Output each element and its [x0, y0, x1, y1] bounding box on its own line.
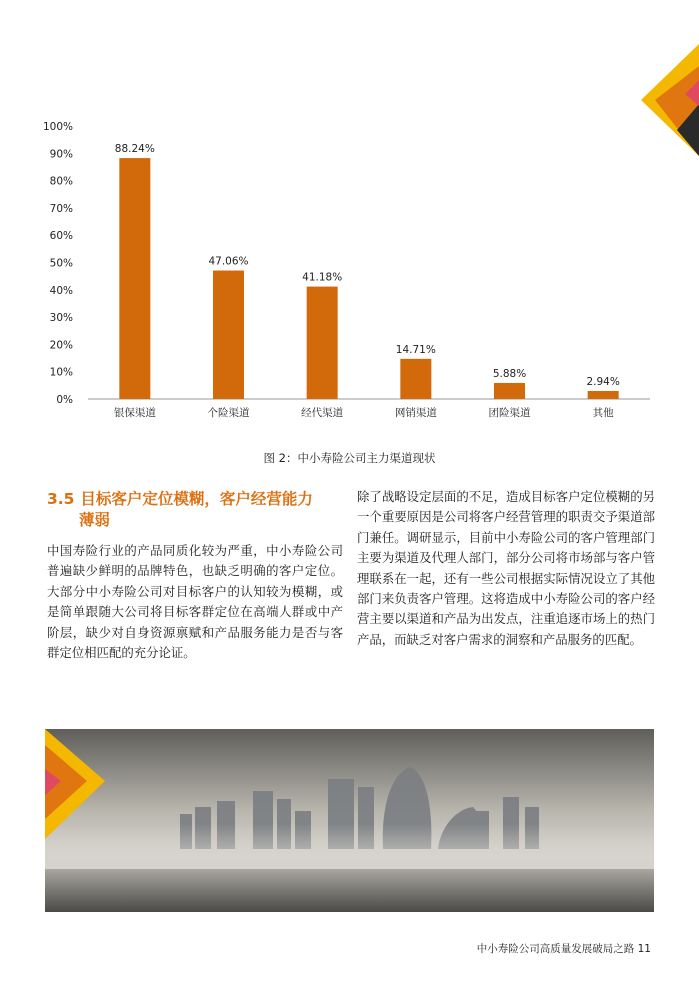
y-tick-label: 50% — [49, 257, 73, 270]
y-tick-label: 90% — [49, 148, 73, 161]
data-label: 41.18% — [302, 271, 343, 284]
y-tick-label: 30% — [49, 312, 73, 325]
y-tick-label: 60% — [49, 230, 73, 243]
footer-title: 中小寿险公司高质量发展破局之路 — [476, 943, 635, 955]
y-tick-label: 10% — [49, 366, 73, 379]
x-tick-label: 经代渠道 — [301, 407, 344, 419]
data-label: 88.24% — [114, 143, 155, 156]
city-skyline-photo — [45, 729, 654, 912]
section-title-line2: 薄弱 — [79, 511, 111, 529]
x-tick-label: 其他 — [592, 407, 614, 419]
bar — [307, 287, 338, 399]
y-tick-label: 80% — [49, 175, 73, 188]
x-tick-label: 个险渠道 — [207, 407, 250, 419]
section-heading — [47, 489, 352, 531]
x-tick-label: 银保渠道 — [113, 407, 156, 419]
section-number: 3.5 — [47, 490, 75, 508]
data-label: 14.71% — [395, 343, 436, 356]
section-title-line1: 目标客户定位模糊，客户经营能力 — [80, 490, 313, 508]
data-label: 2.94% — [586, 375, 620, 388]
bar — [400, 359, 431, 399]
paragraph-right: 除了战略设定层面的不足，造成目标客户定位模糊的另一个重要原因是公司将客户经营管理的职责交予渠道部门兼任。调研显示，目前中小寿险公司的客户管理部门主要为渠道及代理人部门，部分公司将市场部与客户管理联系在一起，还有一些公司根据实际情况设立了其他部门来负责客户管理。这将造成中小寿险公司的客户经营主要以渠道和产品为出发点，注重追逐市场上的热门产品，而缺乏对客户需求的洞察和产品服务的匹配。 — [357, 489, 655, 647]
y-tick-label: 40% — [49, 284, 73, 297]
page-footer — [477, 941, 651, 956]
y-tick-label: 100% — [42, 121, 73, 133]
y-tick-label: 70% — [49, 202, 73, 215]
bar — [494, 383, 525, 399]
page-number: 11 — [637, 943, 651, 955]
bar — [119, 158, 150, 399]
paragraph-left: 中国寿险行业的产品同质化较为严重，中小寿险公司普遍缺少鲜明的品牌特色，也缺乏明确的客户定位。大部分中小寿险公司对目标客户的认知较为模糊，或是简单跟随大公司将目标客群定位在高端人群或中产阶层，缺少对自身资源禀赋和产品服务能力是否与客群定位相匹配的充分论证。 — [47, 543, 343, 661]
bar — [588, 391, 619, 399]
bar — [213, 271, 244, 399]
x-tick-label: 网销渠道 — [394, 407, 437, 419]
figure-caption: 图 2：中小寿险公司主力渠道现状 — [263, 451, 436, 465]
y-tick-label: 20% — [49, 339, 73, 352]
data-label: 47.06% — [208, 255, 249, 268]
y-tick-label: 0% — [56, 394, 73, 406]
bar-chart — [40, 116, 660, 436]
x-tick-label: 团险渠道 — [488, 407, 531, 419]
data-label: 5.88% — [492, 367, 527, 380]
